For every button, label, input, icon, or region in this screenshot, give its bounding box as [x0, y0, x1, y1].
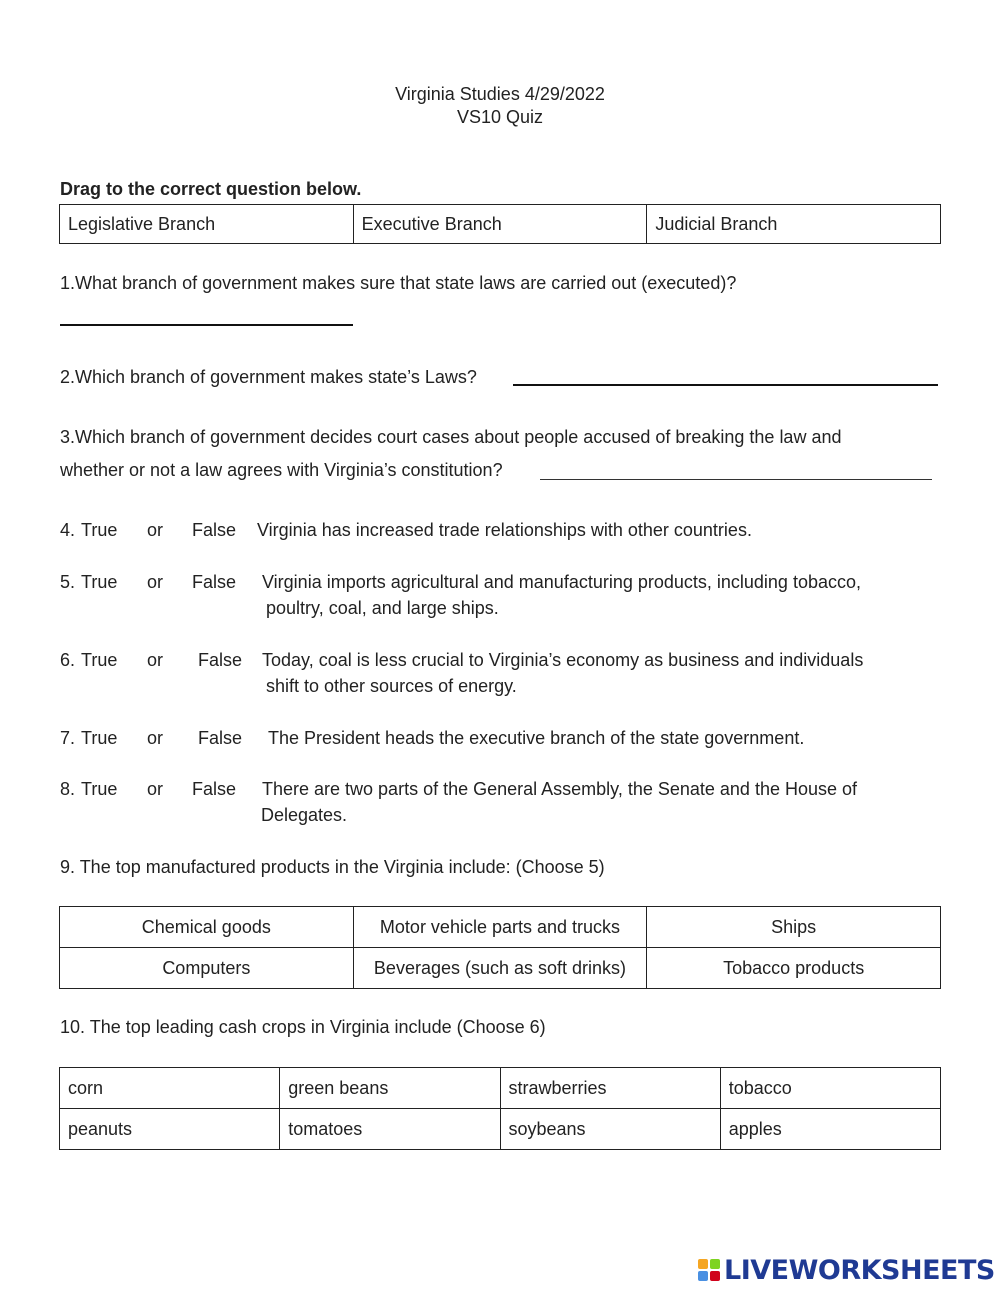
liveworksheets-logo-icon	[698, 1259, 720, 1281]
product-option[interactable]: Beverages (such as soft drinks)	[353, 948, 647, 989]
question-9: 9. The top manufactured products in the Virginia include: (Choose 5)	[60, 857, 605, 877]
tf-statement-cont: Delegates.	[261, 805, 348, 825]
answer-blank-1[interactable]	[60, 324, 353, 326]
true-option[interactable]: True	[81, 650, 118, 670]
drag-option-judicial[interactable]: Judicial Branch	[647, 205, 941, 244]
branch-options-table	[59, 204, 941, 244]
false-option[interactable]: False	[198, 728, 243, 748]
crop-option[interactable]: tomatoes	[280, 1109, 500, 1150]
or-label: or	[147, 520, 164, 540]
product-option[interactable]: Tobacco products	[647, 948, 941, 989]
tf-statement: Virginia has increased trade relationships with other countries.	[257, 520, 752, 540]
question-1: 1.What branch of government makes sure that state laws are carried out (executed)?	[60, 273, 737, 293]
crop-option[interactable]: corn	[60, 1068, 280, 1109]
tf-statement: Today, coal is less crucial to Virginia’s economy as business and individuals	[262, 650, 864, 670]
logo-text: LIVEWORKSHEETS	[724, 1254, 995, 1286]
false-option[interactable]: False	[192, 779, 237, 799]
or-label: or	[147, 728, 164, 748]
or-label: or	[147, 650, 164, 670]
cash-crops-table	[59, 1067, 941, 1150]
answer-blank-3[interactable]	[540, 479, 932, 480]
document-title: Virginia Studies 4/29/2022	[395, 84, 605, 104]
answer-blank-2[interactable]	[513, 384, 938, 386]
question-10: 10. The top leading cash crops in Virginia include (Choose 6)	[60, 1017, 546, 1037]
false-option[interactable]: False	[198, 650, 243, 670]
drag-option-executive[interactable]: Executive Branch	[353, 205, 647, 244]
tf-statement: The President heads the executive branch of the state government.	[268, 728, 805, 748]
product-option[interactable]: Ships	[647, 907, 941, 948]
manufactured-products-table	[59, 906, 941, 989]
false-option[interactable]: False	[192, 520, 237, 540]
product-option[interactable]: Chemical goods	[60, 907, 354, 948]
true-option[interactable]: True	[81, 520, 118, 540]
question-2: 2.Which branch of government makes state’s Laws?	[60, 367, 477, 387]
document-subtitle: VS10 Quiz	[456, 107, 544, 127]
crop-option[interactable]: apples	[720, 1109, 940, 1150]
tf-statement-cont: shift to other sources of energy.	[266, 676, 517, 696]
crop-option[interactable]: soybeans	[500, 1109, 720, 1150]
or-label: or	[147, 572, 164, 592]
crop-option[interactable]: peanuts	[60, 1109, 280, 1150]
drag-instruction: Drag to the correct question below.	[60, 179, 362, 199]
false-option[interactable]: False	[192, 572, 237, 592]
tf-number: 8.	[60, 779, 76, 799]
drag-option-legislative[interactable]: Legislative Branch	[60, 205, 354, 244]
true-option[interactable]: True	[81, 728, 118, 748]
tf-statement: There are two parts of the General Assembly, the Senate and the House of	[262, 779, 858, 799]
liveworksheets-logo	[698, 1254, 995, 1286]
crop-option[interactable]: green beans	[280, 1068, 500, 1109]
tf-number: 4.	[60, 520, 76, 540]
tf-statement-cont: poultry, coal, and large ships.	[266, 598, 499, 618]
true-option[interactable]: True	[81, 572, 118, 592]
or-label: or	[147, 779, 164, 799]
tf-number: 6.	[60, 650, 76, 670]
tf-statement: Virginia imports agricultural and manufacturing products, including tobacco,	[262, 572, 861, 592]
tf-number: 7.	[60, 728, 76, 748]
product-option[interactable]: Motor vehicle parts and trucks	[353, 907, 647, 948]
product-option[interactable]: Computers	[60, 948, 354, 989]
tf-number: 5.	[60, 572, 76, 592]
crop-option[interactable]: tobacco	[720, 1068, 940, 1109]
true-option[interactable]: True	[81, 779, 118, 799]
question-3-line-1: 3.Which branch of government decides court cases about people accused of breaking the law and	[60, 427, 842, 447]
crop-option[interactable]: strawberries	[500, 1068, 720, 1109]
question-3-line-2: whether or not a law agrees with Virginia’s constitution?	[60, 460, 503, 480]
